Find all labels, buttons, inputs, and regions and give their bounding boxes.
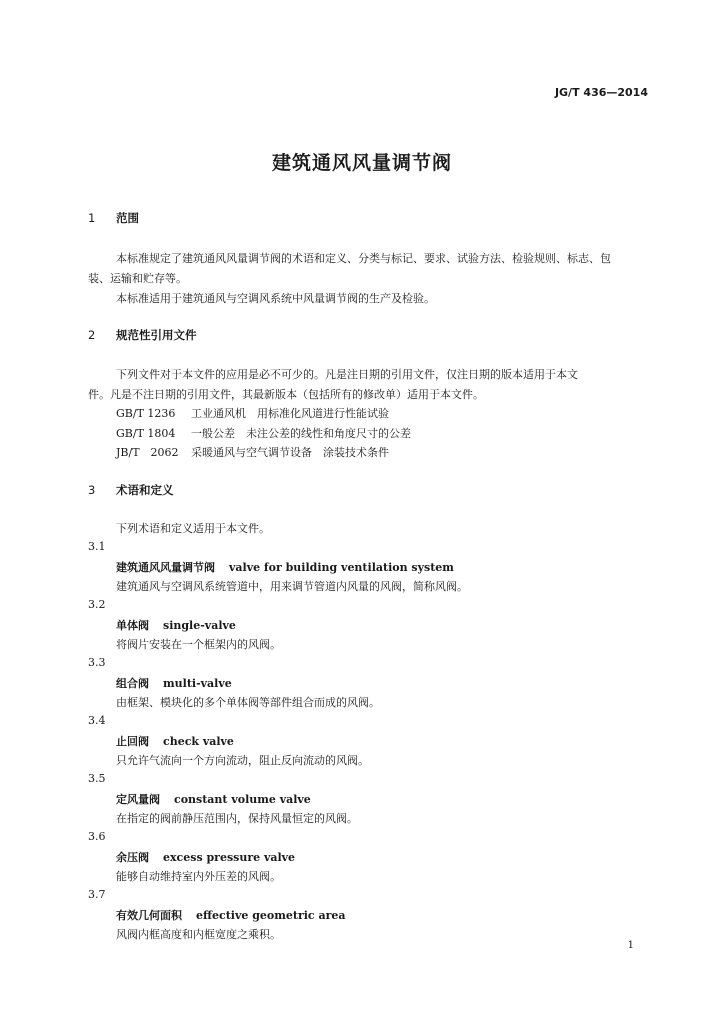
- term-chinese: 定风量阀: [116, 793, 160, 806]
- s1-paragraph-2: 本标准适用于建筑通风与空调风系统中风量调节阀的生产及检验。: [116, 292, 435, 305]
- term-number: 3.5: [88, 772, 106, 785]
- s2-paragraph-1-line-1: 下列文件对于本文件的应用是必不可少的。凡是注日期的引用文件，仅注日期的版本适用于本文: [116, 368, 578, 381]
- reference-title: 工业通风机 用标准化风道进行性能试验: [191, 407, 389, 420]
- section-3-heading: [88, 482, 174, 498]
- section-2-heading: [88, 327, 197, 343]
- term-definition: 只允许气流向一个方向流动，阻止反向流动的风阀。: [116, 754, 369, 767]
- term-heading: [116, 849, 295, 865]
- term-definition: 能够自动维持室内外压差的风阀。: [116, 870, 281, 883]
- term-chinese: 有效几何面积: [116, 909, 182, 922]
- s1-paragraph-1-line-1: 本标准规定了建筑通风风量调节阀的术语和定义、分类与标记、要求、试验方法、检验规则、标志、包: [116, 252, 611, 265]
- term-definition: 由框架、模块化的多个单体阀等部件组合而成的风阀。: [116, 696, 380, 709]
- term-english: excess pressure valve: [163, 851, 296, 864]
- term-heading: [116, 733, 234, 749]
- standard-code: JG/T 436—2014: [554, 86, 648, 99]
- section-title: 范围: [116, 211, 139, 225]
- normative-reference: [116, 444, 389, 460]
- term-chinese: 止回阀: [116, 735, 149, 748]
- term-number: 3.1: [88, 540, 106, 553]
- term-heading: [116, 675, 232, 691]
- term-heading: [116, 617, 236, 633]
- section-title: 术语和定义: [116, 483, 174, 497]
- term-english: effective geometric area: [196, 909, 346, 922]
- term-definition: 将阀片安装在一个框架内的风阀。: [116, 638, 281, 651]
- reference-code: JB/T 2062: [116, 446, 179, 459]
- document-title: 建筑通风风量调节阀: [271, 152, 452, 174]
- term-chinese: 单体阀: [116, 619, 149, 632]
- term-english: single-valve: [163, 619, 236, 632]
- term-number: 3.4: [88, 714, 106, 727]
- s3-intro: 下列术语和定义适用于本文件。: [116, 522, 270, 535]
- reference-title: 一般公差 未注公差的线性和角度尺寸的公差: [191, 427, 411, 440]
- normative-reference: [116, 425, 411, 441]
- term-definition: 在指定的阀前静压范围内，保持风量恒定的风阀。: [116, 812, 358, 825]
- term-english: valve for building ventilation system: [229, 561, 454, 574]
- section-number: 1: [88, 211, 96, 225]
- normative-reference: [116, 405, 389, 421]
- term-number: 3.2: [88, 598, 106, 611]
- page-number: 1: [627, 940, 634, 951]
- s2-paragraph-1-line-2: 件。凡是不注日期的引用文件，其最新版本（包括所有的修改单）适用于本文件。: [88, 388, 484, 401]
- term-chinese: 余压阀: [116, 851, 149, 864]
- s1-paragraph-1-line-2: 装、运输和贮存等。: [88, 272, 187, 285]
- term-english: check valve: [163, 735, 234, 748]
- term-definition: 风阀内框高度和内框宽度之乘积。: [116, 928, 281, 941]
- section-number: 3: [88, 483, 96, 497]
- term-english: multi-valve: [163, 677, 232, 690]
- term-heading: [116, 791, 311, 807]
- reference-code: GB/T 1804: [116, 427, 176, 440]
- term-heading: [116, 559, 454, 575]
- term-definition: 建筑通风与空调风系统管道中，用来调节管道内风量的风阀，简称风阀。: [116, 580, 468, 593]
- term-number: 3.6: [88, 830, 106, 843]
- reference-title: 采暖通风与空气调节设备 涂装技术条件: [191, 446, 389, 459]
- section-title: 规范性引用文件: [116, 328, 197, 342]
- section-number: 2: [88, 328, 96, 342]
- section-1-heading: [88, 210, 139, 226]
- reference-code: GB/T 1236: [116, 407, 176, 420]
- term-chinese: 组合阀: [116, 677, 149, 690]
- term-english: constant volume valve: [174, 793, 311, 806]
- term-chinese: 建筑通风风量调节阀: [116, 561, 215, 574]
- term-number: 3.3: [88, 656, 106, 669]
- term-heading: [116, 907, 346, 923]
- term-number: 3.7: [88, 888, 106, 901]
